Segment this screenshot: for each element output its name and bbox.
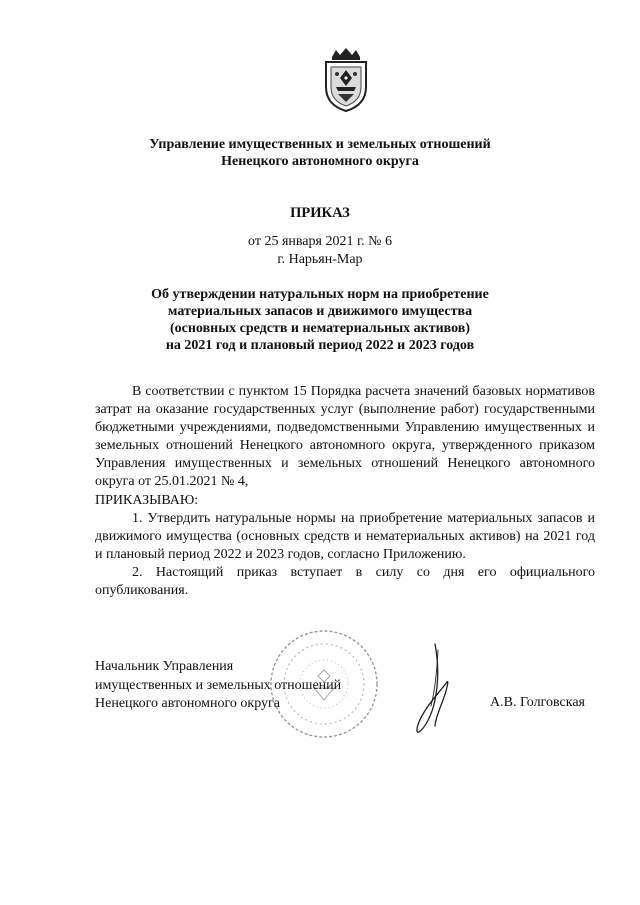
document-title <box>0 286 640 354</box>
document-type: ПРИКАЗ <box>290 205 350 221</box>
title-line: Об утверждении натуральных норм на приобретение <box>151 287 489 302</box>
signatory-name: А.В. Голговская <box>490 695 585 710</box>
position-line-3: Ненецкого автономного округа <box>95 696 280 712</box>
order-item-2: 2. Настоящий приказ вступает в силу со дня его официального опубликования. <box>95 564 595 599</box>
issuing-organization <box>0 136 640 170</box>
title-line: материальных запасов и движимого имущества <box>167 304 473 319</box>
directive-word: ПРИКАЗЫВАЮ: <box>95 492 199 508</box>
coat-of-arms-icon <box>318 47 374 113</box>
position-line-2: имущественных и земельных отношений <box>95 677 342 693</box>
city-line: г. Нарьян-Мар <box>277 252 363 267</box>
date-and-place <box>0 233 640 269</box>
order-item-1: 1. Утвердить натуральные нормы на приобретение материальных запасов и движимого имущества (основных средств и нематериальных активов) на 2021 год и плановый период 2022 и 2023 годов, согласно Приложению. <box>95 510 595 562</box>
org-line-1: Управление имущественных и земельных отношений <box>149 137 491 152</box>
date-line: от 25 января 2021 г. № 6 <box>248 234 392 249</box>
document-body <box>95 383 595 600</box>
signatory-position <box>95 658 395 714</box>
title-line: на 2021 год и плановый период 2022 и 2023 годов <box>165 338 475 353</box>
title-line: (основных средств и нематериальных активов) <box>169 321 470 336</box>
org-line-2: Ненецкого автономного округа <box>221 154 419 169</box>
handwritten-signature-icon <box>405 640 465 740</box>
preamble-paragraph: В соответствии с пунктом 15 Порядка расчета значений базовых нормативов затрат на оказание государственных услуг (выполнение работ) государственными бюджетными учреждениями, подведомственными Управлению имущественных и земельных отношений Ненецкого автономного округа, утвержденного приказом Управления имущественных и земельных отношений Ненецкого автономного округа от 25.01.2021 № 4, <box>95 384 595 490</box>
position-line-1: Начальник Управления <box>95 659 234 674</box>
